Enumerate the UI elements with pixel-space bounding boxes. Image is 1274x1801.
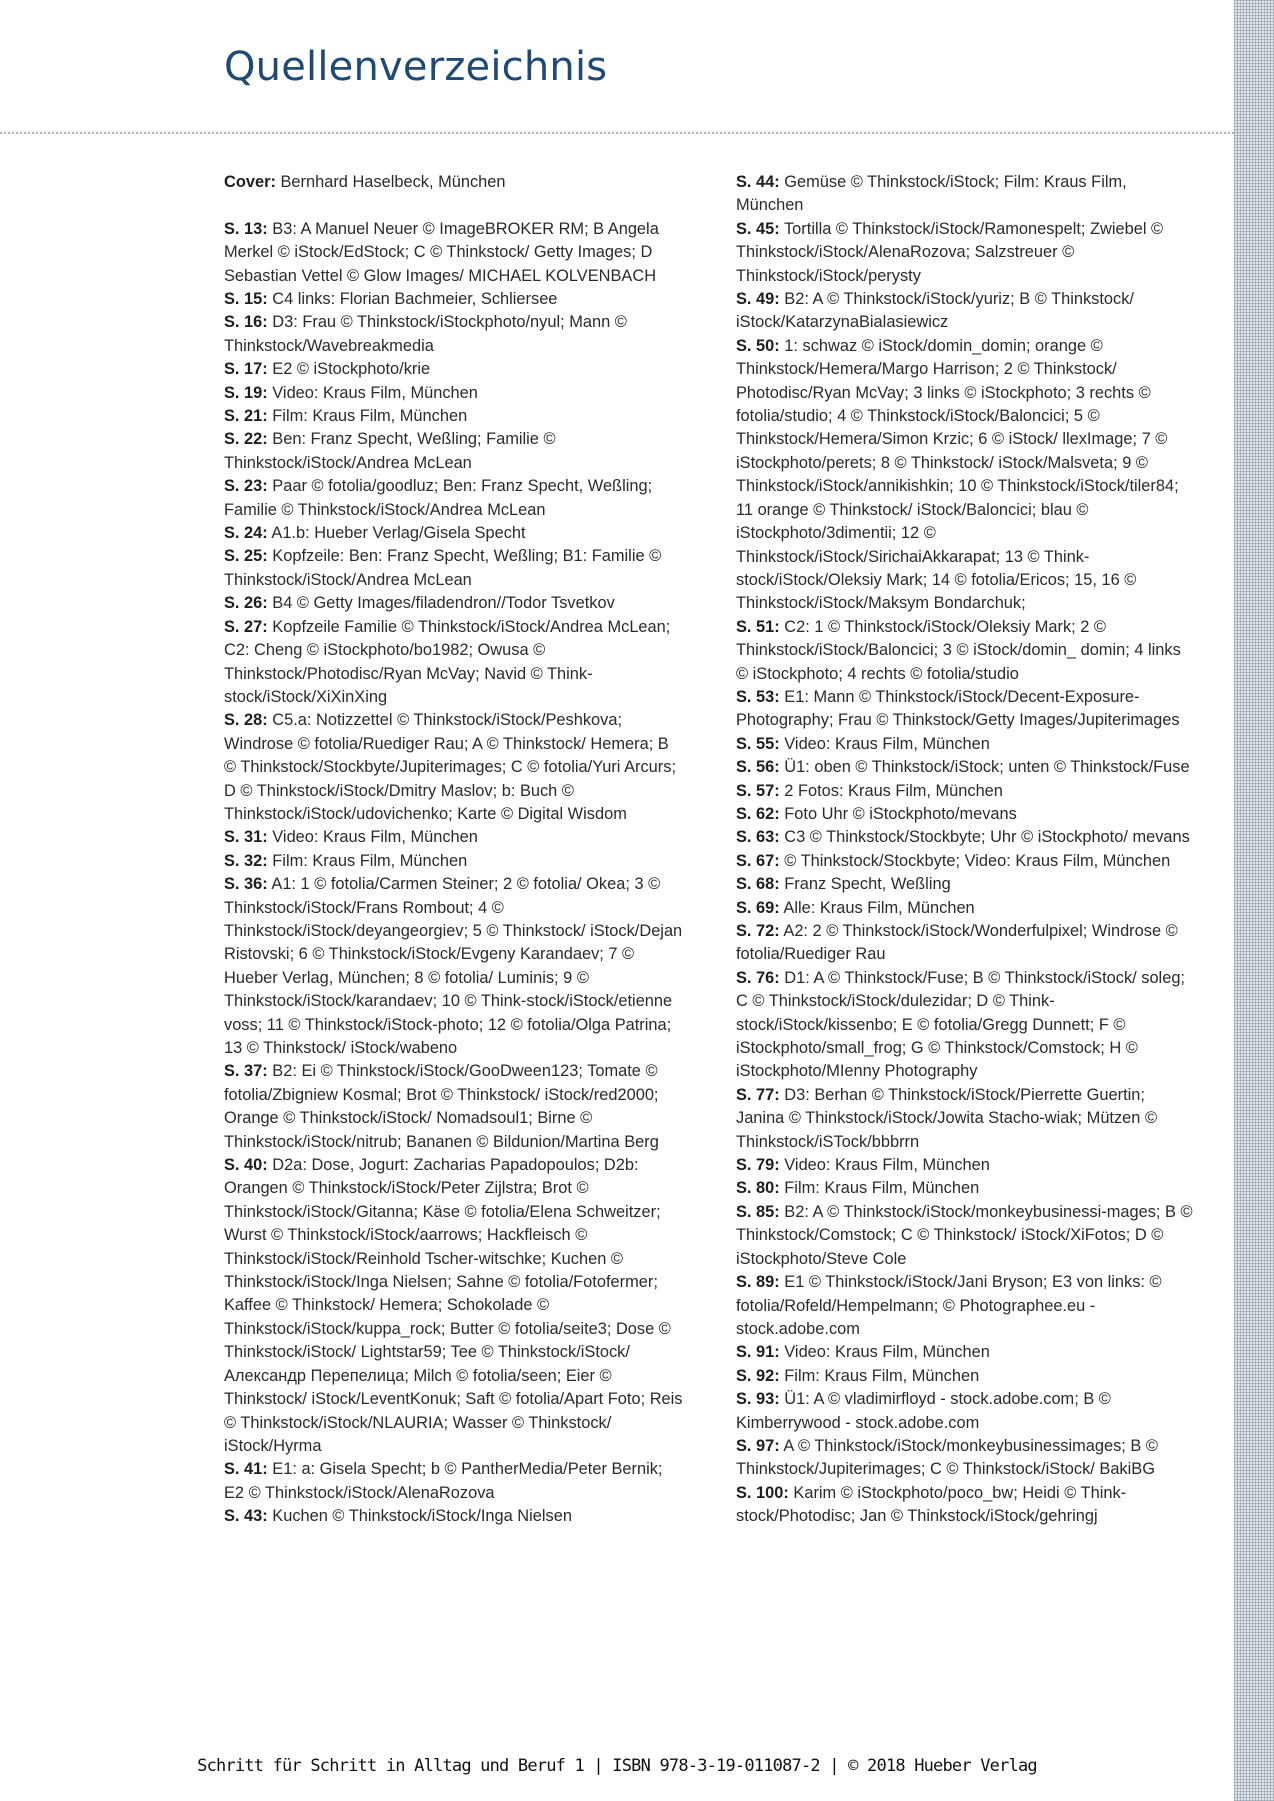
page-label: Cover: (224, 173, 276, 191)
page-edge-pattern (1234, 0, 1274, 1801)
entry-text: E1: Mann © Thinkstock/iStock/Decent-Exposure-Photography; Frau © Thinkstock/Getty Images/Jupiterimages (736, 687, 1180, 730)
page-label: S. 63: (736, 828, 780, 847)
entry-text: Kopfzeile: Ben: Franz Specht, Weßling; B1: Familie © Thinkstock/iStock/Andrea McLean (224, 547, 662, 589)
source-entry (224, 382, 684, 405)
source-entry (736, 1435, 1196, 1482)
entry-text: Ü1: oben © Thinkstock/iStock; unten © Thinkstock/Fuse (779, 758, 1190, 777)
source-entry (736, 1177, 1196, 1200)
page-label: S. 37: (224, 1062, 268, 1081)
entry-text: Kopfzeile Familie © Thinkstock/iStock/Andrea McLean; C2: Cheng © iStockphoto/bo1982; Owusa © Thinkstock/Photodisc/Ryan McVay; Navid © Think-stock/iStock/XiXinXing (224, 617, 671, 706)
page-label: S. 17: (224, 360, 268, 379)
entry-text: Franz Specht, Weßling (779, 875, 951, 894)
source-entry (224, 428, 684, 475)
source-entry (736, 218, 1196, 288)
source-entry (736, 780, 1196, 803)
source-entry (736, 1388, 1196, 1435)
entry-text: C5.a: Notizzettel © Thinkstock/iStock/Peshkova; Windrose © fotolia/Ruediger Rau; A © Thinkstock/ Hemera; B © Thinkstock/Stockbyte/Jupiterimages; C © fotolia/Yuri Arcurs; D © Thinkstock/iStock/Dmitry Maslov; b: Buch © Thinkstock/iStock/udovichenko; Karte © Digital Wisdom (224, 711, 677, 823)
page-label: S. 21: (224, 407, 268, 426)
source-entry (736, 967, 1196, 1084)
page-label: S. 40: (224, 1156, 268, 1175)
source-entry (736, 897, 1196, 920)
page-label: S. 13: (224, 219, 268, 238)
page-label: S. 72: (736, 922, 780, 940)
entry-text: B2: Ei © Thinkstock/iStock/GooDween123; Tomate © fotolia/Zbigniew Kosmal; Brot © Thinkstock/ iStock/red2000; Orange © Thinkstock/iStock/ Nomadsoul1; Birne © Thinkstock/iStock/nitrub; Bananen © Bildunion/Martina Berg (224, 1062, 659, 1151)
page-label: S. 27: (224, 617, 268, 636)
page-label: S. 79: (736, 1156, 780, 1175)
source-entry (736, 756, 1196, 779)
source-entry (224, 1458, 684, 1505)
page-label: S. 56: (736, 758, 780, 777)
page-label: S. 31: (224, 828, 268, 847)
source-entry (736, 873, 1196, 896)
source-entry (224, 850, 684, 873)
source-entry (736, 686, 1196, 733)
entry-text: E1 © Thinkstock/iStock/Jani Bryson; E3 von links: © fotolia/Rofeld/Hempelmann; © Photographee.eu - stock.adobe.com (736, 1273, 1162, 1338)
source-entry (224, 616, 684, 710)
header-divider (0, 132, 1234, 134)
source-entry (224, 826, 684, 849)
entry-text: D1: A © Thinkstock/Fuse; B © Thinkstock/iStock/ soleg; C © Thinkstock/iStock/dulezidar; D © Think-stock/iStock/kissenbo; E © fotolia/Gregg Dunnett; F © iStockphoto/small_frog; G © Thinkstock/Comstock; H © iStockphoto/MIenny Photography (736, 968, 1185, 1081)
page-label: S. 62: (736, 804, 780, 823)
entry-text: E2 © iStockphoto/krie (267, 360, 431, 379)
source-entry (736, 1271, 1196, 1341)
page-label: S. 41: (224, 1460, 268, 1479)
entry-text: B2: A © Thinkstock/iStock/monkeybusinessi-mages; B © Thinkstock/Comstock; C © Thinkstock/ iStock/XiFotos; D © iStockphoto/Steve Cole (736, 1202, 1193, 1268)
entry-text: Film: Kraus Film, München (267, 851, 468, 870)
source-entry (736, 1084, 1196, 1154)
source-entry (224, 873, 684, 1060)
entry-text: Video: Kraus Film, München (267, 828, 478, 847)
entry-text: © Thinkstock/Stockbyte; Video: Kraus Film, München (779, 851, 1171, 870)
page-label: S. 53: (736, 687, 780, 706)
entry-text: C2: 1 © Thinkstock/iStock/Oleksiy Mark; 2 © Thinkstock/iStock/Baloncici; 3 © iStock/domin_ domin; 4 links © iStockphoto; 4 rechts © fotolia/studio (736, 617, 1181, 683)
page-label: S. 85: (736, 1202, 780, 1221)
entry-text: Gemüse © Thinkstock/iStock; Film: Kraus Film, München (736, 173, 1127, 215)
left-column (224, 171, 684, 1529)
entry-text: D3: Berhan © Thinkstock/iStock/Pierrette Guertin; Janina © Thinkstock/iStock/Jowita Stacho-wiak; Mützen © Thinkstock/iSTock/bbbrrn (736, 1085, 1158, 1151)
page-footer: Schritt für Schritt in Alltag und Beruf 1 | ISBN 978-3-19-011087-2 | © 2018 Hueber Verlag (197, 1756, 1037, 1776)
entry-text: A © Thinkstock/iStock/monkeybusinessimages; B © Thinkstock/Jupiterimages; C © Thinkstock/iStock/ BakiBG (736, 1436, 1158, 1479)
page-label: S. 93: (736, 1390, 780, 1409)
page-label: S. 26: (224, 594, 268, 613)
entry-text: Video: Kraus Film, München (779, 734, 990, 753)
source-entry (736, 803, 1196, 826)
entry-text: 1: schwaz © iStock/domin_domin; orange © Thinkstock/Hemera/Margo Harrison; 2 © Thinkstock/ Photodisc/Ryan McVay; 3 links © iStockphoto; 3 rechts © fotolia/studio; 4 © Thinkstock/iStock/Baloncici; 5 © Thinkstock/Hemera/Simon Krzic; 6 © iStock/ llexImage; 7 © iStockphoto/perets; 8 © Thinkstock/ iStock/Malsveta; 9 © Thinkstock/iStock/annikishkin; 10 © Thinkstock/iStock/tiler84; 11 orange © Thinkstock/ iStock/Baloncici; blau © iStockphoto/3dimentii; 12 © Thinkstock/iStock/SirichaiAkkarapat; 13 © Think-stock/iStock/Oleksiy Mark; 14 © fotolia/Ericos; 15, 16 © Thinkstock/iStock/Maksym Bondarchuk; (736, 336, 1179, 613)
entry-text: C4 links: Florian Bachmeier, Schliersee (267, 290, 558, 309)
source-entry (736, 1341, 1196, 1364)
source-entry (736, 288, 1196, 335)
entry-text: Ü1: A © vladimirfloyd - stock.adobe.com; B © Kimberrywood - stock.adobe.com (736, 1390, 1111, 1432)
page-label: S. 24: (224, 524, 268, 543)
entry-text: Karim © iStockphoto/poco_bw; Heidi © Think-stock/Photodisc; Jan © Thinkstock/iStock/gehringj (736, 1483, 1127, 1526)
source-entry (224, 545, 684, 592)
source-entry (224, 405, 684, 428)
entry-text: Ben: Franz Specht, Weßling; Familie © Thinkstock/iStock/Andrea McLean (224, 430, 556, 472)
source-entry (736, 1365, 1196, 1388)
right-column (736, 171, 1196, 1529)
entry-text: B2: A © Thinkstock/iStock/yuriz; B © Thinkstock/ iStock/KatarzynaBialasiewicz (736, 290, 1134, 332)
page-label: S. 57: (736, 781, 780, 800)
source-entry (736, 1201, 1196, 1271)
entry-text: Video: Kraus Film, München (779, 1343, 990, 1362)
entry-text: Tortilla © Thinkstock/iStock/Ramonespelt; Zwiebel © Thinkstock/iStock/AlenaRozova; Salzstreuer © Thinkstock/iStock/perysty (736, 219, 1164, 285)
page-label: S. 28: (224, 711, 268, 730)
source-entry (736, 920, 1196, 967)
source-entry (736, 171, 1196, 218)
page-label: S. 80: (736, 1179, 780, 1198)
entry-text: Video: Kraus Film, München (267, 383, 478, 402)
entry-text: A1: 1 © fotolia/Carmen Steiner; 2 © fotolia/ Okea; 3 © Thinkstock/iStock/Frans Rombout; 4 © Thinkstock/iStock/deyangeorgiev; 5 © Thinkstock/ iStock/Dejan Ristovski; 6 © Thinkstock/iStock/Evgeny Karandaev; 7 © Hueber Verlag, München; 8 © fotolia/ Luminis; 9 © Thinkstock/iStock/karandaev; 10 © Think-stock/iStock/etienne voss; 11 © Thinkstock/iStock-photo; 12 © fotolia/Olga Patrina; 13 © Thinkstock/ iStock/wabeno (224, 875, 683, 1058)
entry-text: B3: A Manuel Neuer © ImageBROKER RM; B Angela Merkel © iStock/EdStock; C © Thinkstock/ Getty Images; D Sebastian Vettel © Glow Images/ MICHAEL KOLVENBACH (224, 219, 659, 285)
entry-text: D3: Frau © Thinkstock/iStockphoto/nyul; Mann © Thinkstock/Wavebreakmedia (224, 313, 627, 355)
entry-text: A2: 2 © Thinkstock/iStock/Wonderfulpixel; Windrose © fotolia/Ruediger Rau (736, 922, 1178, 964)
entry-text: Film: Kraus Film, München (779, 1366, 980, 1385)
entry-text: Kuchen © Thinkstock/iStock/Inga Nielsen (267, 1507, 572, 1526)
source-entry (224, 1060, 684, 1154)
source-entry (224, 592, 684, 615)
page-label: S. 77: (736, 1085, 780, 1104)
page-label: S. 44: (736, 173, 780, 191)
entry-text: Film: Kraus Film, München (779, 1179, 980, 1198)
page-label: S. 23: (224, 477, 268, 496)
page-label: S. 100: (736, 1483, 789, 1502)
entry-text: D2a: Dose, Jogurt: Zacharias Papadopoulos; D2b: Orangen © Thinkstock/iStock/Peter Zijlstra; Brot © Thinkstock/iStock/Gitanna; Käse © fotolia/Elena Schweitzer; Wurst © Thinkstock/iStock/aarrows; Hackfleisch © Thinkstock/iStock/Reinhold Tscher-witschke; Kuchen © Thinkstock/iStock/Inga Nielsen; Sahne © fotolia/Fotofermer; Kaffee © Thinkstock/ Hemera; Schokolade © Thinkstock/iStock/kuppa_rock; Butter © fotolia/seite3; Dose © Thinkstock/iStock/ Lightstar59; Tee © Thinkstock/iStock/Александр Перепелица; Milch © fotolia/seen; Eier © Thinkstock/ iStock/LeventKonuk; Saft © fotolia/Apart Foto; Reis © Thinkstock/iStock/NLAURIA; Wasser © Thinkstock/ iStock/Hyrma (224, 1156, 683, 1455)
entry-text: Bernhard Haselbeck, München (275, 173, 506, 191)
page-label: S. 97: (736, 1436, 780, 1455)
entry-text: 2 Fotos: Kraus Film, München (779, 781, 1003, 800)
page-label: S. 43: (224, 1507, 268, 1526)
source-entry (224, 709, 684, 826)
source-entry (224, 358, 684, 381)
entry-text: B4 © Getty Images/filadendron//Todor Tsvetkov (267, 594, 615, 613)
source-entry (736, 616, 1196, 686)
entry-text: Paar © fotolia/goodluz; Ben: Franz Specht, Weßling; Familie © Thinkstock/iStock/Andrea McLean (224, 477, 653, 519)
page-label: S. 89: (736, 1273, 780, 1292)
entry-text: C3 © Thinkstock/Stockbyte; Uhr © iStockphoto/ mevans (779, 828, 1190, 847)
source-entry (224, 288, 684, 311)
page-label: S. 25: (224, 547, 268, 566)
page-label: S. 51: (736, 617, 780, 636)
page-label: S. 49: (736, 290, 780, 309)
page-label: S. 15: (224, 290, 268, 309)
entry-text: Alle: Kraus Film, München (779, 898, 975, 917)
entry-text: E1: a: Gisela Specht; b © PantherMedia/Peter Bernik; E2 © Thinkstock/iStock/AlenaRozova (224, 1460, 663, 1502)
source-entry (736, 1482, 1196, 1529)
source-entry (736, 1154, 1196, 1177)
page-label: S. 32: (224, 851, 268, 870)
source-entry (224, 1505, 684, 1528)
page-label: S. 22: (224, 430, 268, 449)
page-label: S. 67: (736, 851, 780, 870)
page-label: S. 16: (224, 313, 268, 332)
source-entry (736, 335, 1196, 616)
source-entry (224, 171, 684, 194)
source-entry (224, 218, 684, 288)
source-entry (224, 1154, 684, 1458)
entry-text: A1.b: Hueber Verlag/Gisela Specht (267, 524, 526, 543)
source-entry (736, 733, 1196, 756)
page-label: S. 55: (736, 734, 780, 753)
page-label: S. 36: (224, 875, 268, 894)
page-label: S. 76: (736, 968, 780, 987)
source-entry (224, 311, 684, 358)
entry-text: Film: Kraus Film, München (267, 407, 468, 426)
source-entry (224, 475, 684, 522)
entry-text: Foto Uhr © iStockphoto/mevans (779, 804, 1017, 823)
page-label: S. 68: (736, 875, 780, 894)
page-label: S. 45: (736, 219, 780, 238)
source-entry (736, 850, 1196, 873)
page-label: S. 91: (736, 1343, 780, 1362)
page-label: S. 69: (736, 898, 780, 917)
source-entry (224, 522, 684, 545)
source-entry (736, 826, 1196, 849)
page-label: S. 50: (736, 336, 780, 355)
page-label: S. 19: (224, 383, 268, 402)
entry-text: Video: Kraus Film, München (779, 1156, 990, 1175)
page-title: Quellenverzeichnis (224, 44, 608, 90)
page-label: S. 92: (736, 1366, 780, 1385)
